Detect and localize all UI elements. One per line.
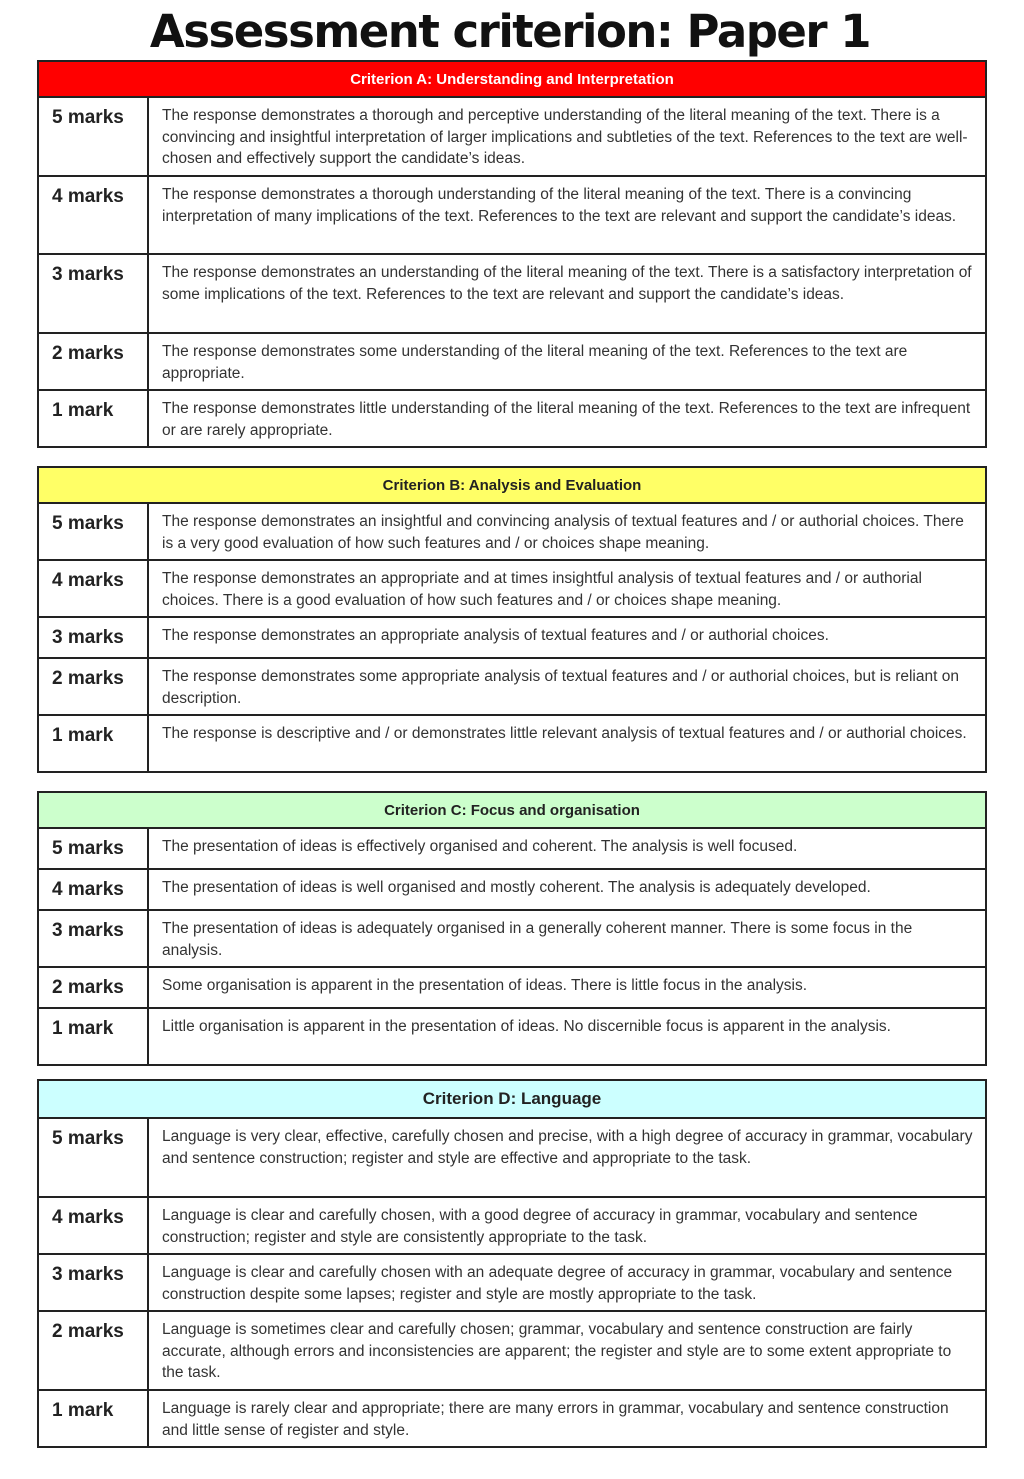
criterion-a-mark-4: 4 marks — [38, 176, 148, 254]
criterion-c-desc-3: The presentation of ideas is adequately organised in a generally coherent manner. There is some focus in the analysis. — [148, 910, 986, 967]
criterion-a-desc-2: The response demonstrates some understanding of the literal meaning of the text. References to the text are appropriate. — [148, 333, 986, 390]
criterion-c-mark-5: 5 marks — [38, 828, 148, 869]
criterion-a-mark-1: 1 mark — [38, 390, 148, 447]
criterion-b-mark-1: 1 mark — [38, 715, 148, 772]
criterion-c-desc-2: Some organisation is apparent in the presentation of ideas. There is little focus in the analysis. — [148, 967, 986, 1008]
criterion-c-table — [37, 791, 987, 1066]
criterion-b-desc-3: The response demonstrates an appropriate analysis of textual features and / or authorial choices. — [148, 617, 986, 658]
criterion-a-desc-3: The response demonstrates an understanding of the literal meaning of the text. There is a satisfactory interpretation of some implications of the text. References to the text are relevant and support the candidate’s ideas. — [148, 254, 986, 333]
criterion-a-heading: Criterion A: Understanding and Interpretation — [38, 61, 986, 97]
criterion-d-desc-2: Language is sometimes clear and carefully chosen; grammar, vocabulary and sentence construction are fairly accurate, although errors and inconsistencies are apparent; the register and style are to some extent appropriate to the task. — [148, 1311, 986, 1390]
criterion-c-desc-1: Little organisation is apparent in the presentation of ideas. No discernible focus is apparent in the analysis. — [148, 1008, 986, 1065]
criterion-b-mark-4: 4 marks — [38, 560, 148, 617]
criterion-d-desc-1: Language is rarely clear and appropriate; there are many errors in grammar, vocabulary and sentence construction and little sense of register and style. — [148, 1390, 986, 1447]
criterion-b-desc-1: The response is descriptive and / or demonstrates little relevant analysis of textual features and / or authorial choices. — [148, 715, 986, 772]
criterion-a-desc-4: The response demonstrates a thorough understanding of the literal meaning of the text. There is a convincing interpretation of many implications of the text. References to the text are relevant and support the candidate’s ideas. — [148, 176, 986, 254]
criterion-c-mark-2: 2 marks — [38, 967, 148, 1008]
criterion-c-desc-5: The presentation of ideas is effectively organised and coherent. The analysis is well focused. — [148, 828, 986, 869]
criterion-d-mark-4: 4 marks — [38, 1197, 148, 1254]
criterion-b-table — [37, 466, 987, 773]
criterion-c-mark-4: 4 marks — [38, 869, 148, 910]
criterion-b-mark-3: 3 marks — [38, 617, 148, 658]
criterion-d-mark-2: 2 marks — [38, 1311, 148, 1390]
criterion-a-table — [37, 60, 987, 448]
criterion-c-heading: Criterion C: Focus and organisation — [38, 792, 986, 828]
criterion-b-desc-5: The response demonstrates an insightful and convincing analysis of textual features and / or authorial choices. There is a very good evaluation of how such features and / or choices shape meaning. — [148, 503, 986, 560]
criterion-b-desc-2: The response demonstrates some appropriate analysis of textual features and / or authorial choices, but is reliant on description. — [148, 658, 986, 715]
criterion-d-mark-1: 1 mark — [38, 1390, 148, 1447]
criterion-d-desc-5: Language is very clear, effective, carefully chosen and precise, with a high degree of accuracy in grammar, vocabulary and sentence construction; register and style are effective and appropriate to the task. — [148, 1118, 986, 1197]
criterion-b-heading: Criterion B: Analysis and Evaluation — [38, 467, 986, 503]
criterion-d-desc-4: Language is clear and carefully chosen, with a good degree of accuracy in grammar, vocabulary and sentence construction; register and style are consistently appropriate to the task. — [148, 1197, 986, 1254]
criterion-b-mark-5: 5 marks — [38, 503, 148, 560]
criterion-b-desc-4: The response demonstrates an appropriate and at times insightful analysis of textual features and / or authorial choices. There is a good evaluation of how such features and / or choices shape meaning. — [148, 560, 986, 617]
criterion-a-mark-3: 3 marks — [38, 254, 148, 333]
criterion-a-mark-2: 2 marks — [38, 333, 148, 390]
criterion-a-desc-1: The response demonstrates little understanding of the literal meaning of the text. References to the text are infrequent or are rarely appropriate. — [148, 390, 986, 447]
criterion-d-desc-3: Language is clear and carefully chosen with an adequate degree of accuracy in grammar, vocabulary and sentence construction despite some lapses; register and style are mostly appropriate to the task. — [148, 1254, 986, 1311]
criterion-d-heading: Criterion D: Language — [38, 1080, 986, 1118]
criterion-d-mark-3: 3 marks — [38, 1254, 148, 1311]
criterion-d-mark-5: 5 marks — [38, 1118, 148, 1197]
page-title: Assessment criterion: Paper 1 — [149, 5, 871, 58]
criterion-c-mark-3: 3 marks — [38, 910, 148, 967]
criterion-c-desc-4: The presentation of ideas is well organised and mostly coherent. The analysis is adequately developed. — [148, 869, 986, 910]
criterion-d-table — [37, 1079, 987, 1448]
criterion-b-mark-2: 2 marks — [38, 658, 148, 715]
criterion-a-desc-5: The response demonstrates a thorough and perceptive understanding of the literal meaning of the text. There is a convincing and insightful interpretation of larger implications and subtleties of the text. References to the text are well-chosen and effectively support the candidate’s ideas. — [148, 97, 986, 176]
criterion-c-mark-1: 1 mark — [38, 1008, 148, 1065]
criterion-a-mark-5: 5 marks — [38, 97, 148, 176]
